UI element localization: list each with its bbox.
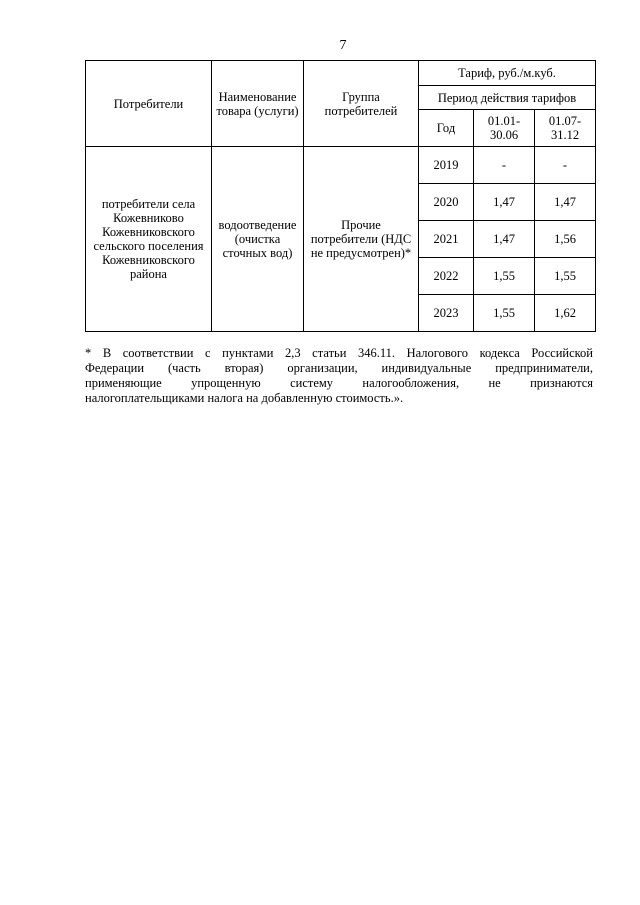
page-number: 7 [339, 38, 347, 53]
header-period-second-half: 01.07-31.12 [535, 110, 596, 147]
tariff-first-half-cell: 1,47 [474, 184, 535, 221]
year-cell: 2023 [419, 295, 474, 332]
tariff-first-half-cell: 1,47 [474, 221, 535, 258]
header-tariff: Тариф, руб./м.куб. [419, 61, 596, 86]
table-row [86, 147, 596, 184]
tariff-table [85, 60, 596, 332]
tariff-first-half-cell: 1,55 [474, 295, 535, 332]
tariff-second-half-cell: 1,55 [535, 258, 596, 295]
footnote-line: налогоплательщиками налога на добавленную стоимость.». [85, 391, 404, 405]
tariff-second-half-cell: 1,62 [535, 295, 596, 332]
tariff-second-half-cell: 1,56 [535, 221, 596, 258]
footnote-line: применяющие упрощенную систему налогообложения, не признаются [85, 376, 593, 390]
year-cell: 2022 [419, 258, 474, 295]
footnote-line: Федерации (часть вторая) организации, индивидуальные предприниматели, [85, 361, 593, 375]
consumers-cell: потребители села Кожевниково Кожевниковского сельского поселения Кожевниковского района [86, 147, 212, 332]
header-year: Год [419, 110, 474, 147]
tariff-second-half-cell: - [535, 147, 596, 184]
header-consumers: Потребители [86, 61, 212, 147]
tariff-first-half-cell: 1,55 [474, 258, 535, 295]
header-group: Группа потребителей [304, 61, 419, 147]
tariff-first-half-cell: - [474, 147, 535, 184]
header-period-first-half: 01.01-30.06 [474, 110, 535, 147]
header-product: Наименование товара (услуги) [212, 61, 304, 147]
footnote [85, 346, 593, 406]
product-cell: водоотведение (очистка сточных вод) [212, 147, 304, 332]
header-period: Период действия тарифов [419, 86, 596, 110]
group-cell: Прочие потребители (НДС не предусмотрен)* [304, 147, 419, 332]
tariff-second-half-cell: 1,47 [535, 184, 596, 221]
footnote-line: * В соответствии с пунктами 2,3 статьи 346.11. Налогового кодекса Российской [85, 346, 593, 360]
year-cell: 2019 [419, 147, 474, 184]
year-cell: 2021 [419, 221, 474, 258]
year-cell: 2020 [419, 184, 474, 221]
